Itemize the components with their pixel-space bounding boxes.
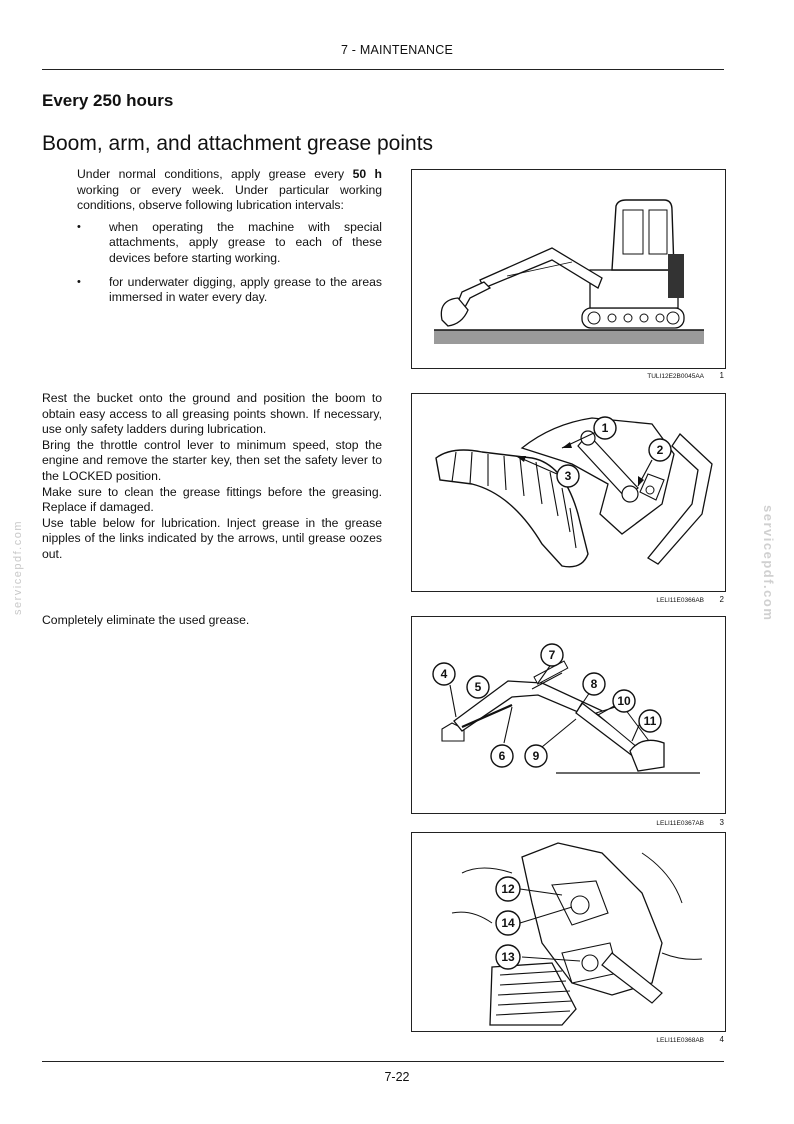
callout-10 <box>613 690 635 712</box>
figure-number: 2 <box>719 595 724 604</box>
lubrication-intervals-list <box>77 220 382 306</box>
header-rule <box>42 69 724 70</box>
section-title: Every 250 hours <box>42 91 174 110</box>
svg-text:8: 8 <box>590 677 598 691</box>
figure-3-caption <box>411 818 724 827</box>
list-item-text: for underwater digging, apply grease to the areas immersed in water every day. <box>109 274 382 305</box>
svg-text:12: 12 <box>501 882 515 896</box>
instructions-block <box>42 391 382 563</box>
callout-14 <box>496 911 520 935</box>
svg-text:4: 4 <box>440 667 448 681</box>
list-item <box>77 275 382 306</box>
boom-arm-diagram <box>412 617 725 813</box>
svg-text:1: 1 <box>601 421 609 435</box>
page-number: 7-22 <box>384 1070 410 1084</box>
intro-interval: 50 h <box>352 167 383 181</box>
svg-text:2: 2 <box>656 443 664 457</box>
watermark-right: servicepdf.com <box>761 505 776 622</box>
callout-3 <box>557 465 579 487</box>
figure-2-caption <box>411 595 724 604</box>
callout-7 <box>541 644 563 666</box>
callout-12 <box>496 877 520 901</box>
final-note: Completely eliminate the used grease. <box>42 613 250 627</box>
svg-text:11: 11 <box>643 714 657 728</box>
header-title: 7 - MAINTENANCE <box>340 43 454 57</box>
svg-text:9: 9 <box>532 749 540 763</box>
list-item-text: when operating the machine with special attachments, apply grease to each of these devices before starting working. <box>109 219 382 265</box>
figure-number: 1 <box>719 371 724 380</box>
svg-text:6: 6 <box>498 749 506 763</box>
excavator-illustration <box>412 170 725 368</box>
callout-5 <box>467 676 489 698</box>
figure-2 <box>411 393 726 592</box>
bullet-icon: • <box>77 220 81 233</box>
footer-rule <box>42 1061 724 1062</box>
instruction-paragraph: Use table below for lubrication. Inject grease in the grease nipples of the links indicated by the arrows, until grease oozes out. <box>42 515 382 561</box>
svg-text:10: 10 <box>617 694 631 708</box>
watermark-left: servicepdf.com <box>12 520 24 615</box>
callout-2 <box>649 439 671 461</box>
figure-number: 4 <box>719 1035 724 1044</box>
svg-text:13: 13 <box>501 950 515 964</box>
callout-13 <box>496 945 520 969</box>
svg-text:7: 7 <box>548 648 556 662</box>
callout-6 <box>491 745 513 767</box>
instruction-paragraph: Bring the throttle control lever to minimum speed, stop the engine and remove the starter key, then set the safety lever to the LOCKED position. <box>42 437 382 483</box>
intro-text-end: working or every week. Under particular working conditions, observe following lubrication intervals: <box>77 182 382 213</box>
boom-base-illustration <box>412 394 725 591</box>
figure-code: LELI11E0368AB <box>656 1037 704 1044</box>
list-item <box>77 220 382 267</box>
intro-paragraph <box>77 167 382 214</box>
figure-1 <box>411 169 726 369</box>
figure-4 <box>411 832 726 1032</box>
figure-number: 3 <box>719 818 724 827</box>
instruction-paragraph: Rest the bucket onto the ground and position the boom to obtain easy access to all greasing points shown. If necessary, use only safety ladders during lubrication. <box>42 391 382 437</box>
figure-3 <box>411 616 726 814</box>
instruction-paragraph: Make sure to clean the grease fittings before the greasing. Replace if damaged. <box>42 484 382 515</box>
svg-text:3: 3 <box>564 469 572 483</box>
intro-block <box>77 167 382 314</box>
figure-4-caption <box>411 1035 724 1044</box>
callout-1 <box>594 417 616 439</box>
callout-9 <box>525 745 547 767</box>
svg-text:5: 5 <box>474 680 482 694</box>
svg-text:14: 14 <box>501 916 515 930</box>
callout-8 <box>583 673 605 695</box>
figure-code: TULI12E2B0045AA <box>647 373 704 380</box>
figure-1-caption <box>411 371 724 380</box>
intro-text-start: Under normal conditions, apply grease every <box>77 167 353 181</box>
figure-code: LELI11E0367AB <box>656 820 704 827</box>
main-title: Boom, arm, and attachment grease points <box>42 132 434 155</box>
callout-11 <box>639 710 661 732</box>
bucket-link-illustration <box>412 833 725 1031</box>
figure-code: LELI11E0366AB <box>656 597 704 604</box>
bullet-icon: • <box>77 275 81 288</box>
callout-4 <box>433 663 455 685</box>
